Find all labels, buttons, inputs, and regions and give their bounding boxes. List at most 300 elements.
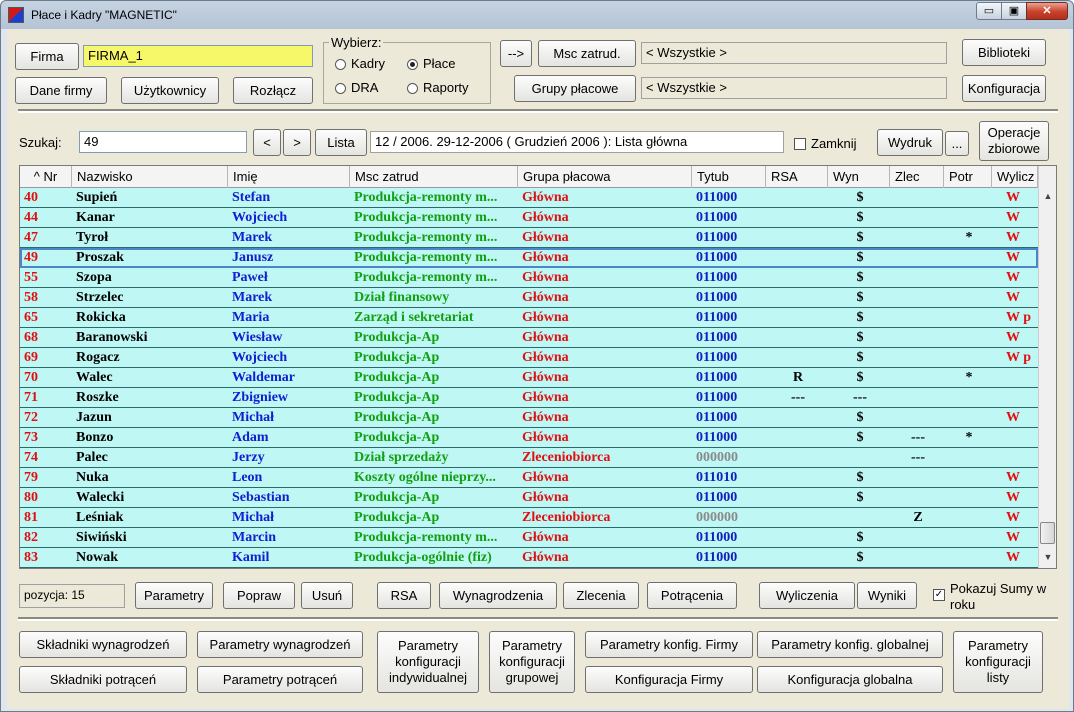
cell-imie: Marek (232, 230, 273, 245)
prev-button[interactable]: < (253, 129, 281, 156)
cell-nazwisko: Supień (76, 190, 118, 205)
cell-nr: 81 (24, 510, 38, 525)
cell-imie: Wiesław (232, 330, 283, 345)
cell-imie: Michał (232, 410, 274, 425)
cell-wyn: $ (856, 230, 864, 245)
cell-msc-zatrud: Koszty ogólne nieprzy... (354, 470, 496, 485)
usun-button[interactable]: Usuń (301, 582, 353, 609)
cell-grupa-placowa: Zleceniobiorca (522, 450, 611, 465)
cell-wylicz: W (1006, 250, 1020, 265)
cell-wyn: $ (856, 190, 864, 205)
parametry-konfig-firmy-button[interactable]: Parametry konfig. Firmy (585, 631, 753, 658)
cell-msc-zatrud: Produkcja-Ap (354, 390, 440, 405)
cell-nazwisko: Nowak (76, 550, 119, 565)
cell-msc-zatrud: Produkcja-remonty m... (354, 530, 498, 545)
konfiguracja-globalna-button[interactable]: Konfiguracja globalna (757, 666, 943, 693)
cell-zlec (894, 188, 942, 207)
cell-potr (948, 528, 990, 547)
cell-tytub: 000000 (696, 450, 738, 465)
cell-potr (948, 208, 990, 227)
cell-grupa-placowa: Zleceniobiorca (522, 510, 611, 525)
cell-potr (948, 408, 990, 427)
column-header-potr[interactable]: Potr (944, 166, 992, 188)
grupy-placowe-button[interactable]: Grupy płacowe (514, 75, 636, 102)
cell-nr: 44 (24, 210, 38, 225)
cell-wylicz (996, 388, 1036, 407)
cell-wylicz: W (1006, 530, 1020, 545)
cell-imie: Sebastian (232, 490, 290, 505)
cell-wyn: $ (856, 290, 864, 305)
cell-potr (948, 388, 990, 407)
more-button[interactable]: ... (945, 131, 969, 156)
cell-msc-zatrud: Dział finansowy (354, 290, 450, 305)
cell-tytub: 011000 (696, 530, 738, 545)
skladniki-wynagrodzen-button[interactable]: Składniki wynagrodzeń (19, 631, 187, 658)
cell-grupa-placowa: Główna (522, 270, 569, 285)
cell-rsa (770, 208, 826, 227)
cell-potr (948, 328, 990, 347)
cell-nr: 69 (24, 350, 38, 365)
app-logo-icon (8, 7, 24, 23)
cell-msc-zatrud: Dział sprzedaży (354, 450, 449, 465)
scroll-down-icon[interactable]: ▼ (1043, 552, 1053, 562)
cell-nr: 55 (24, 270, 38, 285)
cell-imie: Kamil (232, 550, 270, 565)
cell-nazwisko: Nuka (76, 470, 109, 485)
cell-zlec (894, 288, 942, 307)
cell-zlec (894, 228, 942, 247)
next-button[interactable]: > (283, 129, 311, 156)
kadry-radio[interactable] (335, 59, 346, 70)
table-row[interactable] (20, 348, 1038, 368)
column-header-rsa[interactable]: RSA (766, 166, 828, 188)
cell-imie: Adam (232, 430, 269, 445)
column-header-tytub[interactable]: Tytub (692, 166, 766, 188)
cell-imie: Stefan (232, 190, 271, 205)
cell-rsa (770, 308, 826, 327)
cell-nazwisko: Tyroł (76, 230, 109, 245)
cell-potr (948, 448, 990, 467)
cell-rsa (770, 408, 826, 427)
cell-nr: 70 (24, 370, 38, 385)
cell-grupa-placowa: Główna (522, 230, 569, 245)
search-input[interactable]: 49 (79, 131, 247, 153)
cell-grupa-placowa: Główna (522, 250, 569, 265)
cell-zlec (894, 248, 942, 267)
cell-nr: 58 (24, 290, 38, 305)
cell-tytub: 011000 (696, 370, 738, 385)
column-header-nazwisko[interactable]: Nazwisko (72, 166, 228, 188)
cell-tytub: 011000 (696, 330, 738, 345)
cell-rsa (770, 328, 826, 347)
cell-tytub: 011010 (696, 470, 738, 485)
cell-msc-zatrud: Produkcja-ogólnie (fiz) (354, 550, 492, 565)
table-row[interactable] (20, 368, 1038, 388)
wyniki-button[interactable]: Wyniki (857, 582, 917, 609)
parametry-wynagrodzen-button[interactable]: Parametry wynagrodzeń (197, 631, 363, 658)
title-bar[interactable] (1, 1, 1073, 29)
cell-nazwisko: Strzelec (76, 290, 124, 305)
cell-msc-zatrud: Produkcja-remonty m... (354, 230, 498, 245)
cell-rsa (770, 288, 826, 307)
cell-potr (948, 548, 990, 567)
table-row[interactable] (20, 528, 1038, 548)
cell-imie: Zbigniew (232, 390, 289, 405)
cell-wyn: $ (856, 490, 864, 505)
pozycja-field: pozycja: 15 (19, 584, 125, 608)
cell-wyn: $ (856, 530, 864, 545)
parametry-potracen-button[interactable]: Parametry potrąceń (197, 666, 363, 693)
cell-rsa (770, 548, 826, 567)
cell-wylicz (996, 428, 1036, 447)
table-row[interactable] (20, 208, 1038, 228)
konfiguracja-firmy-button[interactable]: Konfiguracja Firmy (585, 666, 753, 693)
cell-zlec: --- (911, 430, 925, 445)
operacje-zbiorowe-button[interactable]: Operacje zbiorowe (979, 121, 1049, 161)
cell-msc-zatrud: Produkcja-remonty m... (354, 190, 498, 205)
cell-nr: 73 (24, 430, 38, 445)
cell-grupa-placowa: Główna (522, 210, 569, 225)
dane-firmy-button[interactable]: Dane firmy (15, 77, 107, 104)
arrow-button[interactable]: --> (500, 40, 532, 67)
cell-wylicz: W (1006, 270, 1020, 285)
cell-imie: Leon (232, 470, 263, 485)
cell-nr: 68 (24, 330, 38, 345)
potracenia-button[interactable]: Potrącenia (647, 582, 737, 609)
cell-potr (948, 468, 990, 487)
cell-imie: Waldemar (232, 370, 295, 385)
cell-zlec (894, 308, 942, 327)
kadry-label: Kadry (351, 56, 385, 71)
scroll-up-icon[interactable]: ▲ (1043, 191, 1053, 201)
cell-zlec: --- (911, 450, 925, 465)
cell-msc-zatrud: Produkcja-remonty m... (354, 270, 498, 285)
cell-zlec (894, 408, 942, 427)
separator (18, 617, 1058, 621)
cell-tytub: 011000 (696, 310, 738, 325)
cell-nr: 83 (24, 550, 38, 565)
table-row[interactable] (20, 508, 1038, 528)
table-row[interactable] (20, 428, 1038, 448)
cell-nazwisko: Bonzo (76, 430, 114, 445)
cell-msc-zatrud: Produkcja-Ap (354, 410, 440, 425)
place-radio[interactable] (407, 59, 418, 70)
cell-imie: Marek (232, 290, 273, 305)
cell-imie: Wojciech (232, 350, 288, 365)
cell-nazwisko: Rokicka (76, 310, 126, 325)
zlecenia-button[interactable]: Zlecenia (563, 582, 639, 609)
cell-zlec (894, 268, 942, 287)
cell-wyn: $ (856, 410, 864, 425)
cell-nazwisko: Leśniak (76, 510, 124, 525)
msc-zatrud-button[interactable]: Msc zatrud. (538, 40, 636, 67)
cell-potr (948, 488, 990, 507)
cell-grupa-placowa: Główna (522, 310, 569, 325)
cell-nr: 82 (24, 530, 38, 545)
cell-grupa-placowa: Główna (522, 470, 569, 485)
cell-wylicz: W (1006, 190, 1020, 205)
cell-tytub: 011000 (696, 210, 738, 225)
cell-nr: 80 (24, 490, 38, 505)
place-label: Płace (423, 56, 456, 71)
cell-potr: * (965, 430, 973, 445)
cell-msc-zatrud: Produkcja-Ap (354, 490, 440, 505)
table-row[interactable] (20, 288, 1038, 308)
table-row[interactable] (20, 188, 1038, 208)
cell-nazwisko: Kanar (76, 210, 115, 225)
cell-wylicz (996, 368, 1036, 387)
column-header-wylicz[interactable]: Wylicz (992, 166, 1038, 188)
table-row[interactable] (20, 448, 1038, 468)
cell-wylicz: W (1006, 330, 1020, 345)
table-row[interactable] (20, 308, 1038, 328)
cell-zlec (894, 548, 942, 567)
cell-wylicz: W (1006, 510, 1020, 525)
cell-msc-zatrud: Produkcja-Ap (354, 370, 440, 385)
cell-msc-zatrud: Produkcja-Ap (354, 350, 440, 365)
cell-tytub: 011000 (696, 250, 738, 265)
wynagrodzenia-button[interactable]: Wynagrodzenia (439, 582, 557, 609)
parametry-button[interactable]: Parametry (135, 582, 213, 609)
cell-msc-zatrud: Produkcja-remonty m... (354, 250, 498, 265)
cell-potr: * (965, 370, 973, 385)
konfiguracja-button[interactable]: Konfiguracja (962, 75, 1046, 102)
cell-nazwisko: Baranowski (76, 330, 148, 345)
cell-wyn: $ (856, 250, 864, 265)
cell-nr: 71 (24, 390, 38, 405)
cell-zlec (894, 348, 942, 367)
column-header-imie[interactable]: Imię (228, 166, 350, 188)
cell-potr (948, 348, 990, 367)
cell-rsa (770, 228, 826, 247)
cell-nazwisko: Siwiński (76, 530, 127, 545)
pokazuj-sumy-label: Pokazuj Sumy w roku (950, 581, 1047, 612)
cell-nazwisko: Jazun (76, 410, 112, 425)
employee-table[interactable] (19, 165, 1057, 569)
cell-wylicz: W (1006, 290, 1020, 305)
parametry-konfiguracji-indywidualnej-button[interactable]: Parametry konfiguracji indywidualnej (377, 631, 479, 693)
cell-potr (948, 268, 990, 287)
cell-nazwisko: Walec (76, 370, 113, 385)
minimize-button[interactable]: ▭ (976, 2, 1002, 20)
cell-rsa: --- (791, 390, 805, 405)
cell-grupa-placowa: Główna (522, 190, 569, 205)
cell-nazwisko: Rogacz (76, 350, 120, 365)
uzytkownicy-button[interactable]: Użytkownicy (121, 77, 219, 104)
cell-nazwisko: Szopa (76, 270, 112, 285)
cell-rsa: R (792, 370, 804, 385)
scroll-thumb[interactable] (1040, 522, 1055, 544)
cell-tytub: 011000 (696, 490, 738, 505)
cell-rsa (770, 268, 826, 287)
table-header (20, 166, 1038, 188)
parametry-konfig-globalnej-button[interactable]: Parametry konfig. globalnej (757, 631, 943, 658)
table-row[interactable] (20, 548, 1038, 568)
cell-wyn: $ (856, 370, 864, 385)
column-header-wyn[interactable]: Wyn (828, 166, 890, 188)
cell-tytub: 011000 (696, 350, 738, 365)
skladniki-potracen-button[interactable]: Składniki potrąceń (19, 666, 187, 693)
firma-button[interactable]: Firma (15, 43, 79, 70)
wydruk-button[interactable]: Wydruk (877, 129, 943, 156)
popraw-button[interactable]: Popraw (223, 582, 295, 609)
cell-grupa-placowa: Główna (522, 290, 569, 305)
zamknij-label: Zamknij (811, 136, 857, 151)
table-row[interactable] (20, 228, 1038, 248)
szukaj-label: Szukaj: (19, 135, 62, 150)
cell-imie: Jerzy (232, 450, 265, 465)
separator (18, 109, 1058, 113)
cell-wyn: $ (856, 350, 864, 365)
cell-grupa-placowa: Główna (522, 370, 569, 385)
wybierz-label: Wybierz: (331, 35, 382, 50)
cell-wyn: $ (856, 210, 864, 225)
cell-tytub: 000000 (696, 510, 738, 525)
cell-wyn (832, 508, 888, 527)
pokazuj-sumy-checkbox[interactable]: ✓ (934, 589, 944, 600)
cell-potr (948, 308, 990, 327)
cell-rsa (770, 248, 826, 267)
cell-rsa (770, 468, 826, 487)
table-row[interactable] (20, 388, 1038, 408)
window-title: Płace i Kadry "MAGNETIC" (31, 8, 177, 22)
cell-potr (948, 508, 990, 527)
cell-nazwisko: Roszke (76, 390, 119, 405)
cell-grupa-placowa: Główna (522, 430, 569, 445)
cell-msc-zatrud: Produkcja-Ap (354, 330, 440, 345)
dra-radio[interactable] (335, 83, 346, 94)
cell-wyn: --- (853, 390, 867, 405)
biblioteki-button[interactable]: Biblioteki (962, 39, 1046, 66)
cell-wyn: $ (856, 550, 864, 565)
msc-zatrud-field: < Wszystkie > (641, 42, 947, 64)
cell-grupa-placowa: Główna (522, 350, 569, 365)
cell-nr: 49 (24, 250, 38, 265)
table-row[interactable] (20, 408, 1038, 428)
raporty-label: Raporty (423, 80, 469, 95)
cell-wylicz: W p (1006, 310, 1032, 325)
cell-wylicz: W p (1006, 350, 1032, 365)
cell-imie: Janusz (232, 250, 274, 265)
cell-zlec (894, 208, 942, 227)
cell-zlec (894, 388, 942, 407)
cell-wyn: $ (856, 330, 864, 345)
cell-msc-zatrud: Zarząd i sekretariat (354, 310, 474, 325)
parametry-konfiguracji-grupowej-button[interactable]: Parametry konfiguracji grupowej (489, 631, 575, 693)
lista-button[interactable]: Lista (315, 129, 367, 156)
cell-nr: 72 (24, 410, 38, 425)
table-row[interactable] (20, 248, 1038, 268)
cell-nazwisko: Palec (76, 450, 108, 465)
cell-tytub: 011000 (696, 190, 738, 205)
cell-nazwisko: Walecki (76, 490, 125, 505)
cell-tytub: 011000 (696, 230, 738, 245)
rozlacz-button[interactable]: Rozłącz (233, 77, 313, 104)
cell-wyn: $ (856, 430, 864, 445)
cell-zlec (894, 528, 942, 547)
table-row[interactable] (20, 488, 1038, 508)
cell-nr: 47 (24, 230, 38, 245)
cell-potr: * (965, 230, 973, 245)
client-area (7, 29, 1069, 709)
close-button[interactable]: ✕ (1026, 2, 1068, 20)
cell-rsa (770, 448, 826, 467)
column-header-msc-zatrud[interactable]: Msc zatrud (350, 166, 518, 188)
cell-grupa-placowa: Główna (522, 530, 569, 545)
cell-grupa-placowa: Główna (522, 390, 569, 405)
cell-msc-zatrud: Produkcja-Ap (354, 510, 440, 525)
cell-imie: Paweł (232, 270, 268, 285)
cell-nr: 74 (24, 450, 38, 465)
cell-zlec (894, 368, 942, 387)
cell-wylicz: W (1006, 410, 1020, 425)
cell-rsa (770, 488, 826, 507)
cell-nazwisko: Proszak (76, 250, 124, 265)
raporty-radio[interactable] (407, 83, 418, 94)
cell-wylicz: W (1006, 230, 1020, 245)
column-header-zlec[interactable]: Zlec (890, 166, 944, 188)
cell-zlec (894, 488, 942, 507)
cell-zlec: Z (913, 510, 923, 525)
column-header-nr[interactable]: ^ Nr (20, 166, 72, 188)
rsa-button[interactable]: RSA (377, 582, 431, 609)
table-row[interactable] (20, 328, 1038, 348)
cell-tytub: 011000 (696, 270, 738, 285)
column-header-grupa-placowa[interactable]: Grupa płacowa (518, 166, 692, 188)
maximize-button[interactable]: ▣ (1001, 2, 1027, 20)
grupy-placowe-field: < Wszystkie > (641, 77, 947, 99)
table-row[interactable] (20, 268, 1038, 288)
cell-zlec (894, 468, 942, 487)
cell-rsa (770, 428, 826, 447)
cell-tytub: 011000 (696, 550, 738, 565)
cell-tytub: 011000 (696, 430, 738, 445)
cell-zlec (894, 328, 942, 347)
cell-rsa (770, 528, 826, 547)
cell-imie: Michał (232, 510, 274, 525)
cell-imie: Maria (232, 310, 270, 325)
cell-wylicz: W (1006, 470, 1020, 485)
cell-wyn (832, 448, 888, 467)
cell-tytub: 011000 (696, 410, 738, 425)
cell-msc-zatrud: Produkcja-Ap (354, 430, 440, 445)
cell-tytub: 011000 (696, 390, 738, 405)
cell-potr (948, 188, 990, 207)
table-row[interactable] (20, 468, 1038, 488)
cell-potr (948, 288, 990, 307)
cell-wylicz: W (1006, 550, 1020, 565)
cell-wyn: $ (856, 310, 864, 325)
cell-msc-zatrud: Produkcja-remonty m... (354, 210, 498, 225)
cell-rsa (770, 348, 826, 367)
cell-rsa (770, 508, 826, 527)
zamknij-checkbox[interactable] (794, 138, 806, 150)
list-info-field: 12 / 2006. 29-12-2006 ( Grudzień 2006 ): Lista główna (370, 131, 784, 153)
cell-wyn: $ (856, 270, 864, 285)
cell-wyn: $ (856, 470, 864, 485)
wyliczenia-button[interactable]: Wyliczenia (759, 582, 855, 609)
cell-grupa-placowa: Główna (522, 330, 569, 345)
firma-field[interactable]: FIRMA_1 (83, 45, 313, 67)
dra-label: DRA (351, 80, 379, 95)
cell-wylicz: W (1006, 210, 1020, 225)
parametry-konfiguracji-listy-button[interactable]: Parametry konfiguracji listy (953, 631, 1043, 693)
cell-wylicz: W (1006, 490, 1020, 505)
cell-nr: 40 (24, 190, 38, 205)
cell-rsa (770, 188, 826, 207)
cell-wylicz (996, 448, 1036, 467)
vertical-scrollbar[interactable] (1038, 166, 1056, 568)
